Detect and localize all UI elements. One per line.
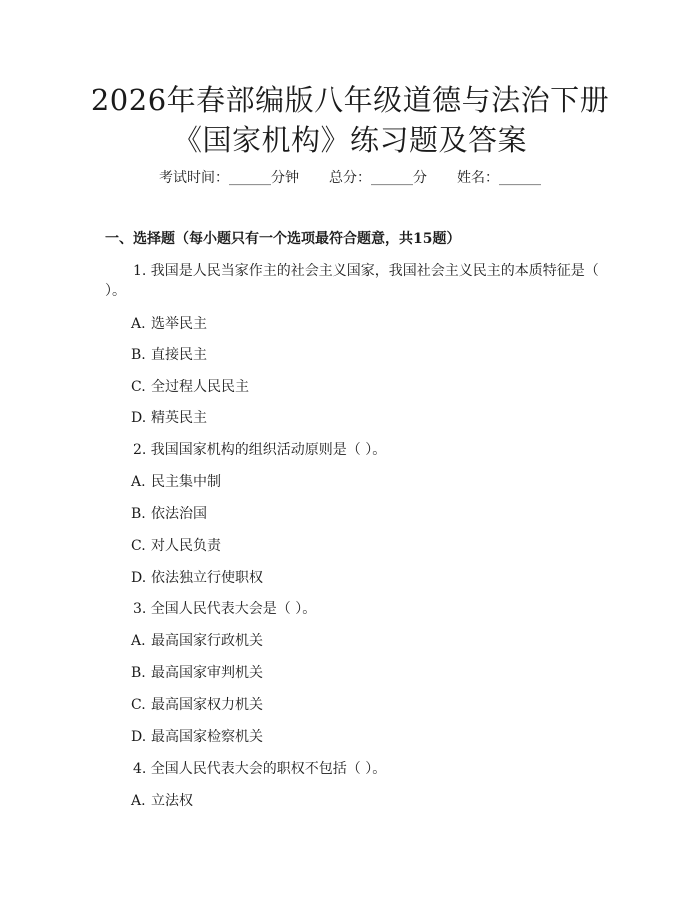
question-1-stem: 1. 我国是人民当家作主的社会主义国家，我国社会主义民主的本质特征是（ ）。 (105, 263, 599, 299)
total-score-label: 总分：______分 (329, 170, 427, 186)
question-1-option-a (131, 314, 207, 334)
option-letter: A. (131, 316, 146, 332)
option-letter: A. (131, 474, 146, 490)
option-text: 最高国家审判机关 (151, 665, 263, 681)
section-heading: 一、选择题（每小题只有一个选项最符合题意，共15题） (105, 231, 461, 247)
option-text: 全过程人民民主 (151, 379, 249, 395)
question-2-option-a (131, 472, 221, 492)
exam-time-label: 考试时间：______分钟 (159, 170, 299, 186)
document-title: 2026年春部编版八年级道德与法治下册《国家机构》练习题及答案 (90, 83, 610, 157)
option-text: 对人民负责 (151, 538, 221, 554)
option-letter: C. (131, 379, 146, 395)
exam-info (0, 168, 700, 188)
question-1-option-c (131, 377, 249, 397)
option-text: 立法权 (151, 793, 193, 809)
option-text: 选举民主 (151, 316, 207, 332)
question-3-option-b (131, 663, 263, 683)
question-2-option-c (131, 536, 221, 556)
question-2-stem: 2. 我国国家机构的组织活动原则是（ ）。 (133, 442, 387, 458)
question-3-option-c (131, 695, 263, 715)
option-text: 依法独立行使职权 (151, 570, 263, 586)
option-letter: C. (131, 538, 146, 554)
option-letter: D. (131, 729, 147, 745)
option-text: 直接民主 (151, 347, 207, 363)
question-4-stem: 4. 全国人民代表大会的职权不包括（ ）。 (133, 761, 387, 777)
option-letter: D. (131, 410, 147, 426)
question-1-option-b (131, 345, 207, 365)
question-4-option-a (131, 791, 193, 811)
question-2-option-d (131, 568, 263, 588)
option-text: 最高国家权力机关 (151, 697, 263, 713)
option-letter: C. (131, 697, 146, 713)
option-letter: B. (131, 665, 146, 681)
option-letter: D. (131, 570, 147, 586)
option-letter: A. (131, 633, 146, 649)
question-2-option-b (131, 504, 207, 524)
question-3-option-a (131, 631, 263, 651)
student-name-label: 姓名：______ (457, 170, 541, 186)
option-letter: A. (131, 793, 146, 809)
question-3-stem: 3. 全国人民代表大会是（ ）。 (133, 601, 317, 617)
question-1-option-d (131, 408, 207, 428)
option-text: 最高国家检察机关 (151, 729, 263, 745)
option-text: 最高国家行政机关 (151, 633, 263, 649)
option-letter: B. (131, 506, 146, 522)
question-3-option-d (131, 727, 263, 747)
option-text: 精英民主 (151, 410, 207, 426)
option-letter: B. (131, 347, 146, 363)
option-text: 民主集中制 (151, 474, 221, 490)
option-text: 依法治国 (151, 506, 207, 522)
